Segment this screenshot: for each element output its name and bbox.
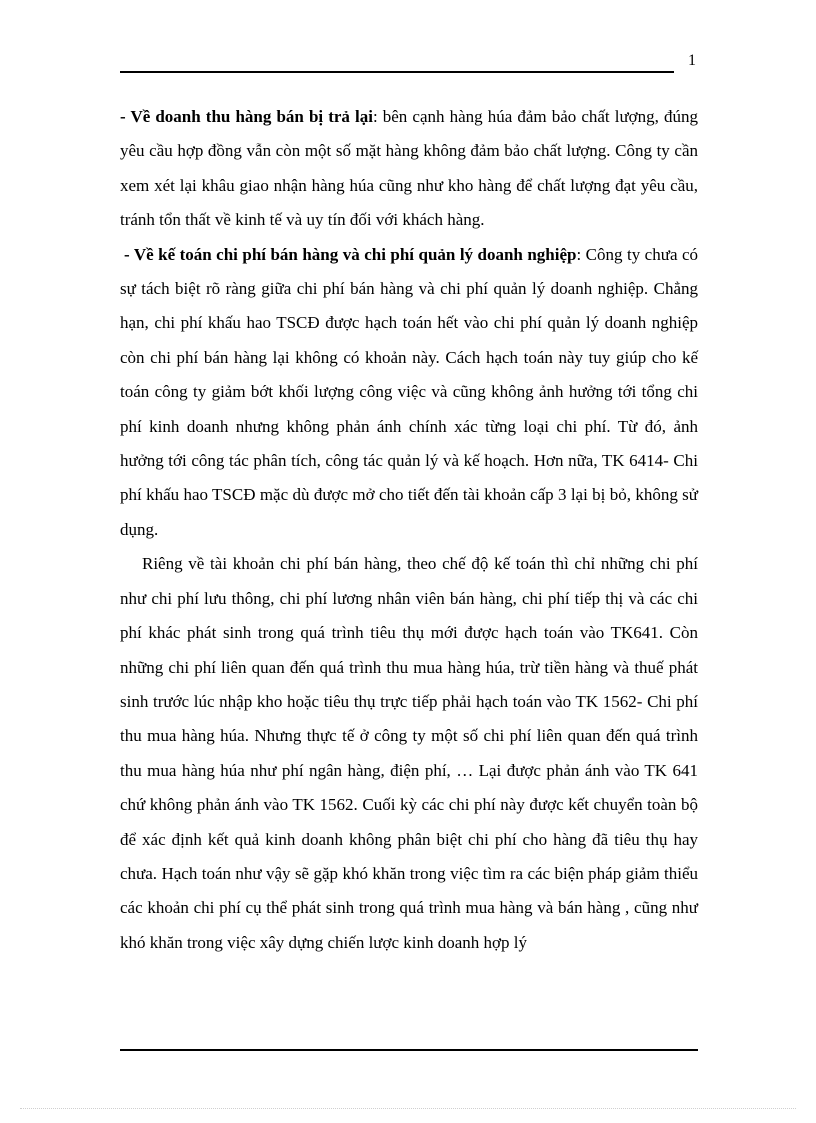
- document-body: [120, 100, 698, 960]
- paragraph-heading: - Về doanh thu hàng bán bị trả lại: [120, 107, 373, 126]
- paragraph-text: : Công ty chưa có sự tách biệt rõ ràng giữa chi phí bán hàng và chi phí quản lý doanh nghiệp. Chẳng hạn, chi phí khấu hao TSCĐ được hạch toán hết vào chi phí quản lý doanh nghiệp còn chi phí bán hàng lại không có khoản này. Cách hạch toán này tuy giúp cho kế toán công ty giảm bớt khối lượng công việc và cũng không ảnh hưởng tới tổng chi phí kinh doanh nhưng không phản ánh chính xác từng loại chi phí. Từ đó, ảnh hưởng tới công tác phân tích, công tác quản lý và kế hoạch. Hơn nữa, TK 6414- Chi phí khấu hao TSCĐ mặc dù được mở cho tiết đến tài khoản cấp 3 lại bị bỏ, không sử dụng.: [120, 244, 698, 539]
- paragraph-selling-admin-costs: [120, 238, 698, 548]
- page-edge-dots: [20, 1108, 796, 1109]
- paragraph-selling-expense-account: [120, 547, 698, 960]
- paragraph-returned-goods-revenue: [120, 100, 698, 238]
- footer-rule: [120, 1049, 698, 1051]
- page-number: 1: [688, 52, 696, 69]
- paragraph-text: Riêng về tài khoản chi phí bán hàng, theo chế độ kế toán thì chỉ những chi phí như chi phí lưu thông, chi phí lương nhân viên bán hàng, chi phí tiếp thị và các chi phí khác phát sinh trong quá trình tiêu thụ mới được hạch toán vào TK641. Còn những chi phí liên quan đến quá trình thu mua hàng húa, trừ tiền hàng và thuế phát sinh trước lúc nhập kho hoặc tiêu thụ trực tiếp phải hạch toán vào TK 1562- Chi phí thu mua hàng húa. Nhưng thực tế ở công ty một số chi phí liên quan đến quá trình thu mua hàng húa như phí ngân hàng, điện phí, … Lại được phản ánh vào TK 641 chứ không phản ánh vào TK 1562. Cuối kỳ các chi phí này được kết chuyển toàn bộ để xác định kết quả kinh doanh không phân biệt chi phí cho hàng đã tiêu thụ hay chưa. Hạch toán như vậy sẽ gặp khó khăn trong việc tìm ra các biện pháp giảm thiểu các khoản chi phí cụ thể phát sinh trong quá trình mua hàng và bán hàng , cũng như khó khăn trong việc xây dựng chiến lược kinh doanh hợp lý: [120, 554, 698, 952]
- paragraph-heading: - Về kế toán chi phí bán hàng và chi phí quản lý doanh nghiệp: [124, 244, 577, 264]
- header-rule: [120, 71, 674, 73]
- paragraph-text: : bên cạnh hàng húa đảm bảo chất lượng, đúng yêu cầu hợp đồng vẫn còn một số mặt hàng không đảm bảo chất lượng. Công ty cần xem xét lại khâu giao nhận hàng húa cũng như kho hàng để chất lượng đạt yêu cầu, tránh tổn thất về kinh tế và uy tín đối với khách hàng.: [120, 107, 698, 230]
